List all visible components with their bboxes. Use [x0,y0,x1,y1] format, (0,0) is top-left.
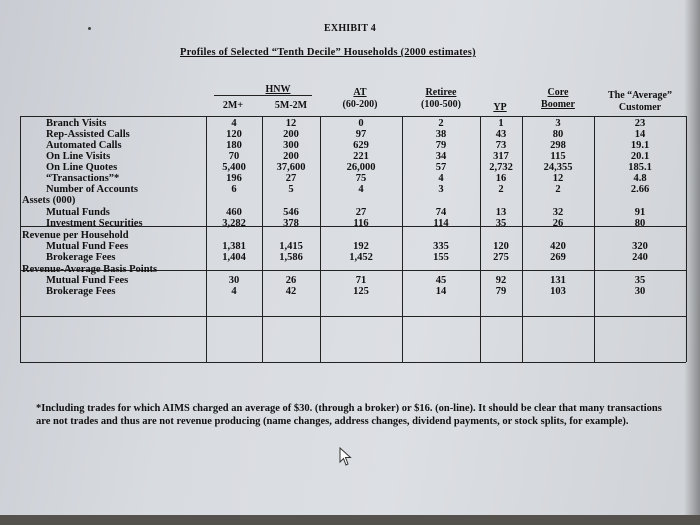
table-cell: 317 [493,151,509,162]
table-cell: 23 [634,118,646,129]
table-cell: 2 [498,184,504,195]
table-cell: 120 [226,129,242,140]
header-2m-plus: 2M+ [222,100,244,111]
table-cell: 80 [552,129,564,140]
table-cell: 629 [353,140,369,151]
header-boomer: Boomer [541,99,575,110]
table-cell: 24,355 [543,162,573,173]
table-cell: 300 [283,140,299,151]
table-cell: 298 [550,140,566,151]
row-label: Mutual Funds [46,207,110,218]
header-retiree: Retiree [425,87,457,98]
table-cell: 19.1 [630,140,650,151]
table-cell: 1,586 [279,252,303,263]
page-bottom-edge [0,515,700,525]
row-label: Assets (000) [22,195,76,206]
table-cell: 37,600 [276,162,306,173]
table-cell: 80 [634,218,646,229]
table-cell: 30 [634,286,646,297]
table-cell: 27 [355,207,367,218]
table-cell: 180 [226,140,242,151]
table-cell: 2,732 [489,162,513,173]
grid-line-horizontal [20,116,206,117]
table-cell: 196 [226,173,242,184]
table-cell: 4 [231,286,237,297]
table-cell: 20.1 [630,151,650,162]
table-cell: 335 [433,241,449,252]
row-label: Brokerage Fees [46,252,116,263]
table-cell: 4 [231,118,237,129]
header-core: Core [547,87,569,98]
grid-line-vertical [20,116,21,362]
table-cell: 103 [550,286,566,297]
table-cell: 221 [353,151,369,162]
table-cell: 120 [493,241,509,252]
table-cell: 155 [433,252,449,263]
table-cell: 4.8 [633,173,647,184]
table-cell: 460 [226,207,242,218]
table-cell: 1,415 [279,241,303,252]
header-retiree-range: (100-500) [421,99,461,110]
table-cell: 125 [353,286,369,297]
table-cell: 546 [283,207,299,218]
grid-line-horizontal [20,362,686,363]
row-label: Mutual Fund Fees [46,241,129,252]
table-cell: 14 [634,129,646,140]
table-cell: 34 [435,151,447,162]
table-cell: 38 [435,129,447,140]
table-cell: 13 [495,207,507,218]
arrow-cursor-icon [339,447,353,467]
table-cell: 70 [228,151,240,162]
row-label: Branch Visits [46,118,107,129]
row-label: Automated Calls [46,140,122,151]
table-cell: 2.66 [630,184,650,195]
table-cell: 32 [552,207,564,218]
table-cell: 3,282 [222,218,246,229]
grid-line-vertical [686,116,687,362]
table-cell: 91 [634,207,646,218]
table-cell: 2 [555,184,561,195]
table-cell: 0 [358,118,364,129]
table-cell: 73 [495,140,507,151]
table-cell: 27 [285,173,297,184]
row-label: Rep-Assisted Calls [46,129,130,140]
header-at: AT [353,87,367,98]
table-cell: 30 [228,275,240,286]
table-cell: 79 [495,286,507,297]
row-label: “Transactions”* [46,173,120,184]
table-cell: 269 [550,252,566,263]
table-cell: 35 [634,275,646,286]
row-label: Revenue per Household [22,230,129,241]
table-cell: 185.1 [628,162,652,173]
table-cell: 5 [288,184,294,195]
row-label: Revenue-Average Basis Points [22,264,158,275]
row-label: On Line Visits [46,151,111,162]
row-label: Brokerage Fees [46,286,116,297]
header-customer: Customer [618,102,662,113]
table-cell: 5,400 [222,162,246,173]
header-at-range: (60-200) [342,99,378,110]
table-cell: 200 [283,129,299,140]
table-cell: 131 [550,275,566,286]
table-cell: 26 [552,218,564,229]
table-cell: 42 [285,286,297,297]
table-cell: 92 [495,275,507,286]
exhibit-subtitle: Profiles of Selected “Tenth Decile” Households (2000 estimates) [180,47,476,58]
table-cell: 75 [355,173,367,184]
row-label: Investment Securities [46,218,143,229]
table-cell: 79 [435,140,447,151]
table-cell: 97 [355,129,367,140]
header-average: The “Average” [608,90,672,101]
table-cell: 115 [550,151,566,162]
table-cell: 45 [435,275,447,286]
table-cell: 3 [555,118,561,129]
header-rule [214,95,312,96]
table-cell: 1,452 [349,252,373,263]
table-cell: 26 [285,275,297,286]
table-cell: 6 [231,184,237,195]
table-cell: 200 [283,151,299,162]
table-cell: 114 [433,218,449,229]
table-cell: 57 [435,162,447,173]
table-cell: 320 [632,241,648,252]
table-cell: 2 [438,118,444,129]
table-cell: 240 [632,252,648,263]
table-cell: 420 [550,241,566,252]
row-label: Mutual Fund Fees [46,275,129,286]
table-cell: 4 [358,184,364,195]
table-cell: 1 [498,118,504,129]
table-cell: 43 [495,129,507,140]
table-cell: 3 [438,184,444,195]
table-cell: 4 [438,173,444,184]
table-cell: 14 [435,286,447,297]
table-cell: 1,404 [222,252,246,263]
header-hnw: HNW [265,84,291,95]
table-cell: 12 [285,118,297,129]
table-cell: 71 [355,275,367,286]
header-yp: YP [493,102,507,113]
header-5m-2m: 5M-2M [274,100,308,111]
table-cell: 116 [353,218,369,229]
table-cell: 1,381 [222,241,246,252]
table-cell: 16 [495,173,507,184]
exhibit-title: EXHIBIT 4 [324,23,376,34]
table-cell: 192 [353,241,369,252]
grid-line-horizontal [20,316,686,317]
row-label: On Line Quotes [46,162,118,173]
table-cell: 74 [435,207,447,218]
table-cell: 12 [552,173,564,184]
footnote: *Including trades for which AIMS charged an average of $30. (through a broker) or $16. (on-line). It should be clear that many transactions are not trades and thus are not revenue producing (name changes, address changes, dividend payments, or stock splits, for example). [36,403,662,427]
row-label: Number of Accounts [46,184,138,195]
table-cell: 275 [493,252,509,263]
table-cell: 378 [283,218,299,229]
table-cell: 26,000 [346,162,376,173]
table-cell: 35 [495,218,507,229]
